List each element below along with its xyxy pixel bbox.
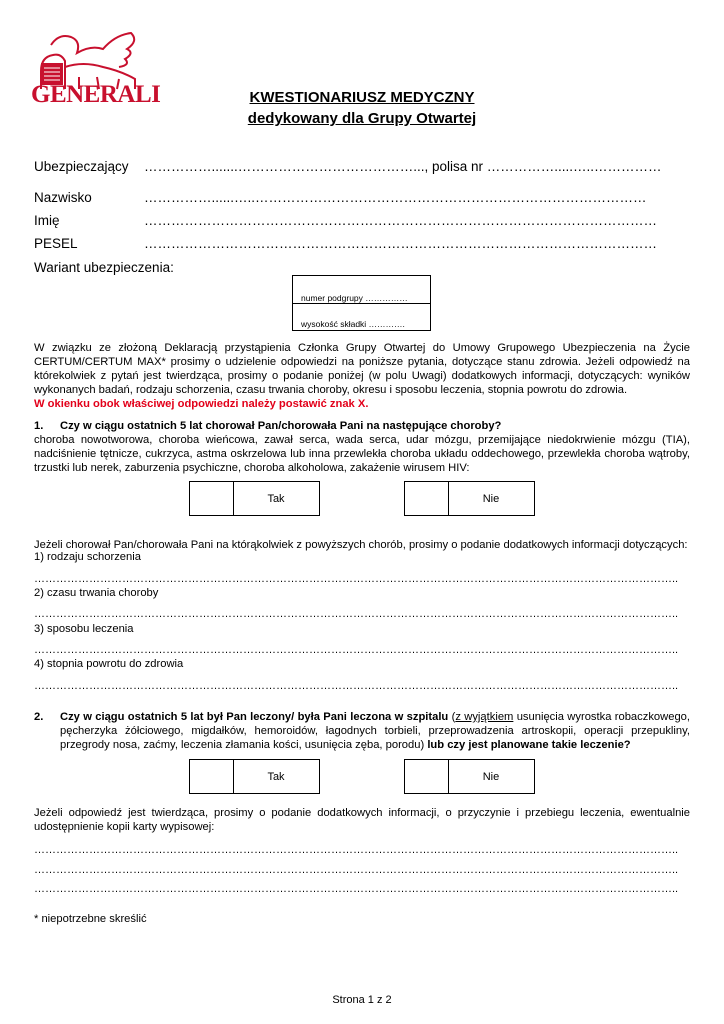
numer-podgrupy-field[interactable]: numer podgrupy …………… <box>301 293 408 303</box>
nazwisko-field[interactable]: ……………......…..…………………………………………………………………………… <box>144 190 647 205</box>
q2-answer-line-1[interactable]: ………………………………………………………………………………………………………………………………………………………….. <box>34 844 679 856</box>
q1-yes-checkbox[interactable] <box>190 482 234 515</box>
q2-question <box>60 710 690 752</box>
q2-paren: ( <box>451 711 456 723</box>
q1-no-checkbox[interactable] <box>405 482 449 515</box>
q1-no-label: Nie <box>482 492 500 505</box>
q2-no-label: Nie <box>482 770 500 783</box>
q2-text: usunięcia wyrostka robaczkowego, pęcherzyka żółciowego, migdałków, hemoroidów, łagodnych torbieli, przeprowadzenia artroskopii, operacji przepukliny, przegrody nosa, zaćmy, leczenia złamania kości, usunięcia zęba, porodu) <box>60 711 691 751</box>
q1-answer-line-2[interactable]: ………………………………………………………………………………………………………………………………………………………….. <box>34 608 679 620</box>
q2-yes-option <box>189 759 320 794</box>
q1-followup: Jeżeli chorował Pan/chorowała Pani na którąkolwiek z powyższych chorób, prosimy o podanie dodatkowych informacji dotyczących: <box>34 539 688 551</box>
q1-number: 1. <box>34 420 44 432</box>
q2-exception: z wyjątkiem <box>455 711 514 723</box>
q1-item-1: 1) rodzaju schorzenia <box>34 551 141 563</box>
q2-question-bold: Czy w ciągu ostatnich 5 lat był Pan leczony/ była Pani leczona w szpitalu <box>60 711 449 723</box>
imie-label: Imię <box>34 213 60 228</box>
wysokosc-skladki-field[interactable]: wysokość składki …………. <box>301 319 405 329</box>
footnote: * niepotrzebne skreślić <box>34 913 147 925</box>
q2-no-checkbox[interactable] <box>405 760 449 793</box>
nazwisko-label: Nazwisko <box>34 190 92 205</box>
q1-text: choroba nowotworowa, choroba wieńcowa, zawał serca, wada serca, udar mózgu, przemijające niedokrwienie mózgu (TIA), nadciśnienie tętnicze, cukrzyca, astma oskrzelowa lub inna przewlekła choroba układu oddechowego, przewlekła choroba wątroby, trzustki lub nerek, zaburzenia psychiczne, choroba alkoholowa, zakażenie wirusem HIV: <box>34 434 690 474</box>
q2-no-option <box>404 759 535 794</box>
intro-instruction: W okienku obok właściwej odpowiedzi należy postawić znak X. <box>34 398 369 410</box>
q1-answer-line-4[interactable]: ………………………………………………………………………………………………………………………………………………………….. <box>34 680 679 692</box>
q2-answer-line-3[interactable]: ………………………………………………………………………………………………………………………………………………………….. <box>34 883 679 895</box>
q1-item-4: 4) stopnia powrotu do zdrowia <box>34 658 184 670</box>
intro-paragraph <box>34 341 690 411</box>
q1-item-2: 2) czasu trwania choroby <box>34 587 159 599</box>
q2-number: 2. <box>34 711 44 723</box>
page-number: Strona 1 z 2 <box>332 994 392 1006</box>
q1-item-3: 3) sposobu leczenia <box>34 623 134 635</box>
q1-yes-label: Tak <box>267 492 285 505</box>
q2-answer-line-2[interactable]: ………………………………………………………………………………………………………………………………………………………….. <box>34 864 679 876</box>
page-subtitle: dedykowany dla Grupy Otwartej <box>247 110 477 127</box>
q2-yes-label: Tak <box>267 770 285 783</box>
pesel-label: PESEL <box>34 236 78 251</box>
generali-wordmark: GENERALI <box>31 81 161 108</box>
q1-yes-option <box>189 481 320 516</box>
variant-box <box>292 275 431 331</box>
ubezpieczajacy-field[interactable]: …………….......…………………………………..., polisa nr …………….....…..…………… <box>144 159 662 174</box>
pesel-field[interactable]: …………………………………………………………………………………………………… <box>144 236 657 251</box>
q1-no-option <box>404 481 535 516</box>
wariant-label: Wariant ubezpieczenia: <box>34 260 174 275</box>
q2-followup: Jeżeli odpowiedź jest twierdząca, prosimy o podanie dodatkowych informacji, o przyczynie i przebiegu leczenia, ewentualnie udostępnienie kopii karty wypisowej: <box>34 807 690 833</box>
q1-question: Czy w ciągu ostatnich 5 lat chorował Pan/chorowała Pani na następujące choroby? <box>60 420 502 432</box>
q2-yes-checkbox[interactable] <box>190 760 234 793</box>
ubezpieczajacy-label: Ubezpieczający <box>34 159 129 174</box>
q1-answer-line-3[interactable]: ………………………………………………………………………………………………………………………………………………………….. <box>34 644 679 656</box>
intro-text: W związku ze złożoną Deklaracją przystąpienia Członka Grupy Otwartej do Umowy Grupowego Ubezpieczenia na Życie CERTUM/CERTUM MAX* prosimy o udzielenie odpowiedzi na poniższe pytania, dotyczące stanu zdrowia. Jeżeli odpowiedź na którekolwiek z pytań jest twierdząca, prosimy o podanie poniżej (w polu Uwagi) dodatkowych informacji, dotyczących: wyników wykonanych badań, rodzaju schorzenia, czasu trwania choroby, okresu i sposobu leczenia, stopnia powrotu do zdrowia. <box>34 342 690 396</box>
imie-field[interactable]: …………………………………………………………………………………………………… <box>144 213 657 228</box>
q2-question-tail: lub czy jest planowane takie leczenie? <box>427 739 631 751</box>
q1-answer-line-1[interactable]: ………………………………………………………………………………………………………………………………………………………….. <box>34 573 679 585</box>
page-title: KWESTIONARIUSZ MEDYCZNY <box>249 89 475 106</box>
